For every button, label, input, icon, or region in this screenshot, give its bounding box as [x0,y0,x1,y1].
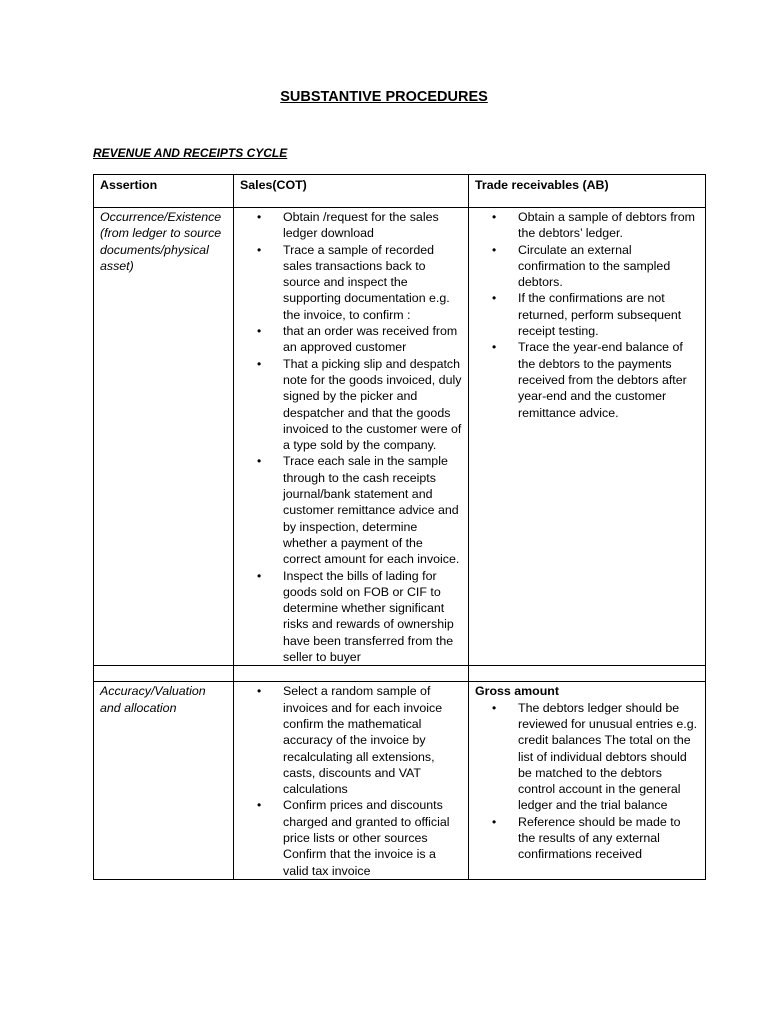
assertion-cell: Accuracy/Valuation and allocation [94,682,234,880]
header-assertion: Assertion [94,175,234,208]
list-item: • Obtain a sample of debtors from the debtors’ ledger. [492,209,700,242]
header-sales: Sales(COT) [234,175,469,208]
list-item: • that an order was received from an approved customer [257,323,463,356]
receivables-list [475,209,700,421]
table-row [94,682,706,880]
table-row [94,208,706,666]
procedures-table [93,174,706,880]
page-title: SUBSTANTIVE PROCEDURES [280,89,488,105]
list-item: • Circulate an external confirmation to the sampled debtors. [492,242,700,291]
list-item: • Trace each sale in the sample through to the cash receipts journal/bank statement and customer remittance advice and by inspection, determine whether a payment of the correct amount for each invoice. [257,453,463,567]
list-item: • That a picking slip and despatch note for the goods invoiced, duly signed by the picker and despatcher and that the goods invoiced to the customer were of a type sold by the company. [257,356,463,454]
spacer-cell [234,666,469,682]
spacer-cell [94,666,234,682]
sales-list [240,683,463,879]
list-item: • Trace the year-end balance of the debtors to the payments received from the debtors after year-end and the customer remittance advice. [492,339,700,420]
list-item: • Obtain /request for the sales ledger download [257,209,463,242]
gross-amount-heading: Gross amount [475,684,559,699]
spacer-cell [469,666,706,682]
list-item: • The debtors ledger should be reviewed for unusual entries e.g. credit balances The total on the list of individual debtors should be matched to the debtors control account in the general ledger and the trial balance [492,700,700,814]
spacer-row [94,666,706,682]
table-header-row [94,175,706,208]
receivables-list [475,700,700,863]
sales-cell [234,208,469,666]
list-item: • Reference should be made to the results of any external confirmations received [492,814,700,863]
sales-list [240,209,463,665]
list-item: • Confirm prices and discounts charged and granted to official price lists or other sources Confirm that the invoice is a valid tax invoice [257,797,463,878]
list-item: • If the confirmations are not returned, perform subsequent receipt testing. [492,290,700,339]
receivables-cell [469,208,706,666]
list-item: • Trace a sample of recorded sales transactions back to source and inspect the supporting documentation e.g. the invoice, to confirm : [257,242,463,323]
section-title: REVENUE AND RECEIPTS CYCLE [93,146,288,160]
sales-cell [234,682,469,880]
assertion-cell: Occurrence/Existence (from ledger to source documents/physical asset) [94,208,234,666]
receivables-cell [469,682,706,880]
header-receivables: Trade receivables (AB) [469,175,706,208]
list-item: • Inspect the bills of lading for goods sold on FOB or CIF to determine whether significant risks and rewards of ownership have been transferred from the seller to buyer [257,568,463,666]
list-item: • Select a random sample of invoices and for each invoice confirm the mathematical accuracy of the invoice by recalculating all extensions, casts, discounts and VAT calculations [257,683,463,797]
